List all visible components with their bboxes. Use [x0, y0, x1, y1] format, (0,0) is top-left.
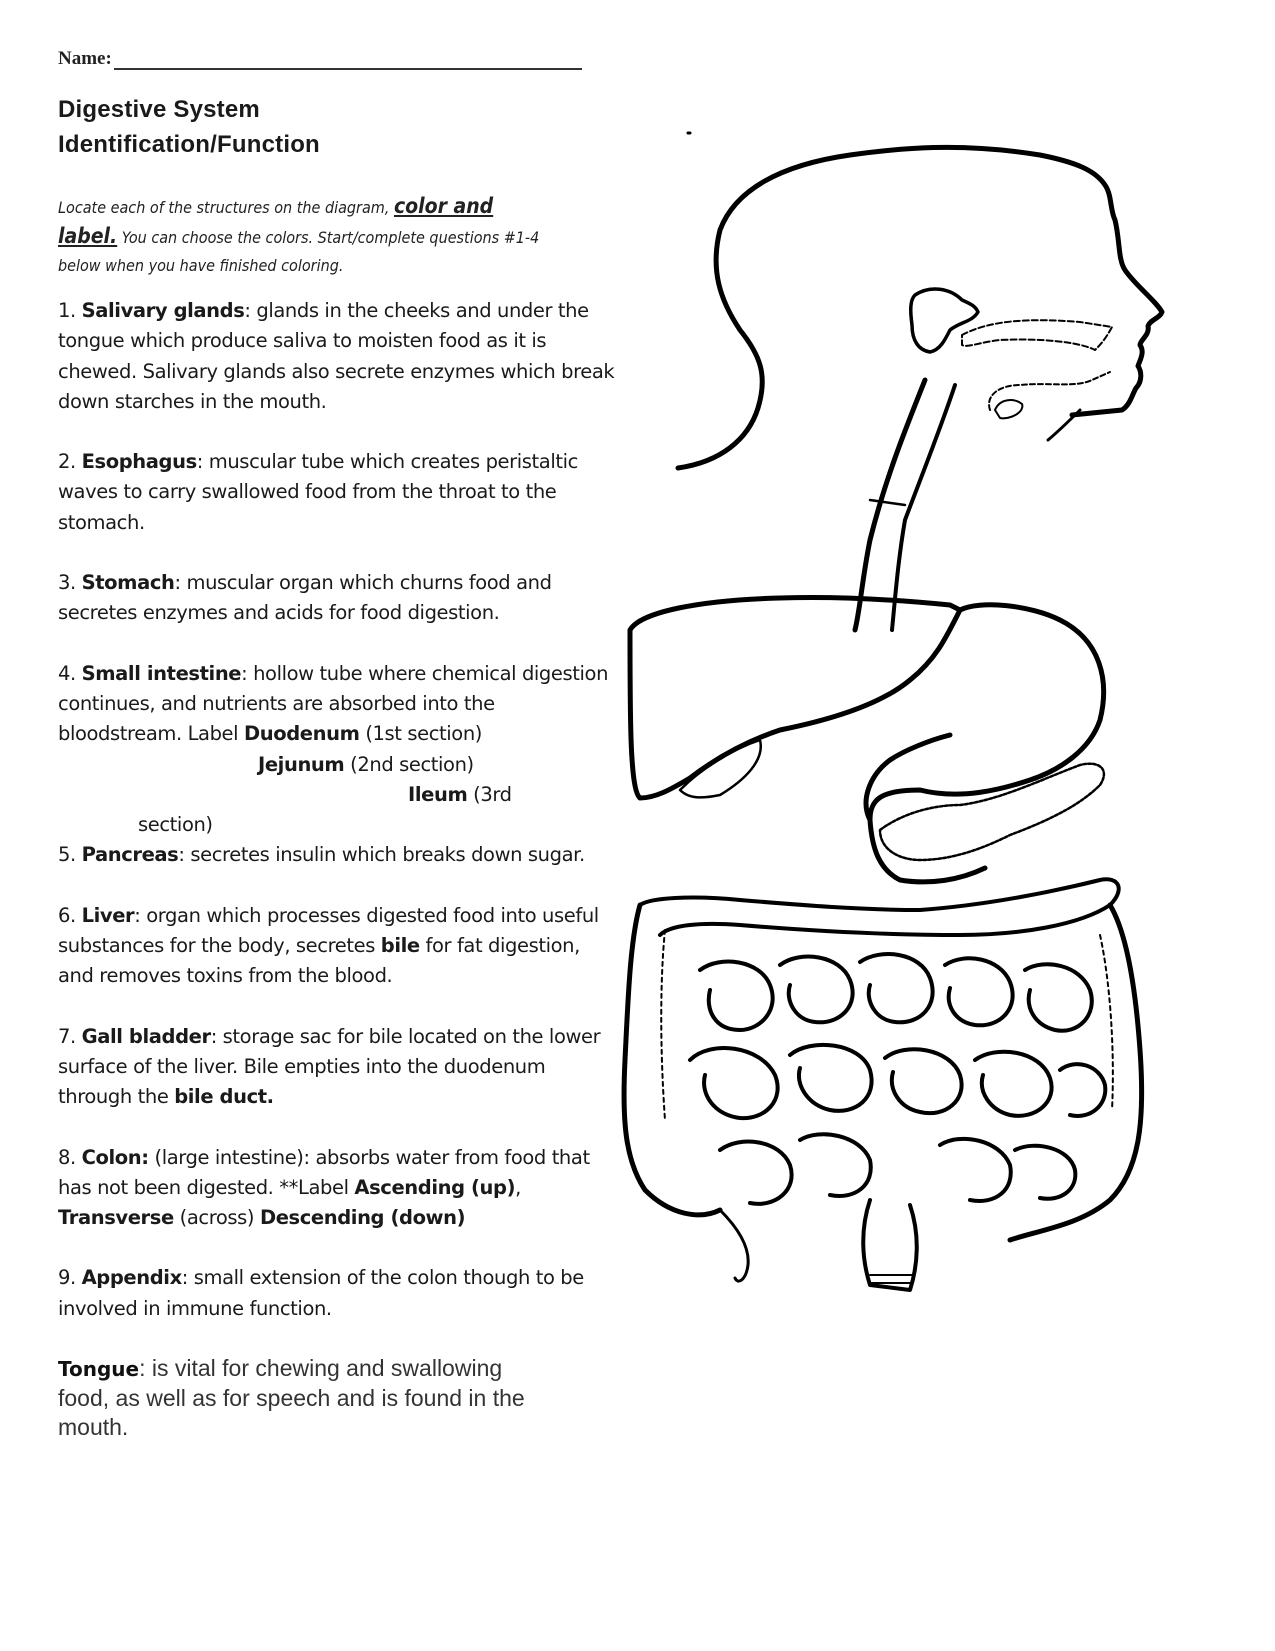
name-field[interactable] [58, 48, 582, 70]
ileum-note-2: section) [138, 813, 213, 837]
ascending-colon [624, 905, 720, 1215]
esophagus-band [870, 500, 905, 505]
instructions-text-2: You can choose the colors. Start/complete questions #1-4 below when you have finished coloring. [58, 228, 540, 275]
instructions-emphasis-1: color and [393, 194, 494, 218]
name-label: Name: [58, 48, 112, 69]
instructions-emphasis-2: label. [58, 224, 118, 248]
item-number: 9. [58, 1266, 82, 1290]
item-tongue [58, 1354, 548, 1442]
item-description: : muscular organ which churns food and secretes enzymes and acids for food digestion. [58, 571, 552, 625]
item-number: 2. [58, 450, 82, 474]
term-jejunum: Jejunum [258, 752, 345, 776]
item-number: 5. [58, 843, 82, 867]
liver [630, 597, 960, 798]
item-term: Colon: [81, 1145, 149, 1169]
item-description: (large intestine): absorbs water from food that has not been digested. **Label [58, 1145, 590, 1199]
descending-colon [1010, 905, 1142, 1240]
item-small-intestine [58, 659, 618, 841]
item-esophagus [58, 447, 618, 538]
stomach [866, 605, 1104, 882]
item-term: Esophagus [81, 450, 197, 474]
tongue-shape [989, 372, 1110, 410]
sublingual-gland [995, 400, 1022, 418]
separator: , [515, 1175, 521, 1199]
item-term: Small intestine [81, 661, 242, 685]
item-term: Appendix [81, 1266, 182, 1290]
term-transverse: Transverse [58, 1206, 174, 1230]
item-term: Tongue [58, 1357, 140, 1382]
term-bile: bile [380, 934, 420, 958]
item-number: 4. [58, 661, 82, 685]
duodenum-note: (1st section) [359, 722, 482, 746]
item-number: 6. [58, 903, 82, 927]
item-description: : is vital for chewing and swallowing food, as well as for speech and is found in the mouth. [58, 1355, 525, 1441]
transverse-colon [640, 879, 1119, 935]
item-description: : secretes insulin which breaks down sugar. [178, 843, 585, 867]
item-description: : glands in the cheeks and under the tongue which produce saliva to moisten food as it is chewed. Salivary glands also secrete enzymes which break down starches in the mouth. [58, 299, 615, 413]
pancreas [880, 764, 1104, 860]
ileum-note: (3rd [467, 782, 512, 806]
instructions [58, 192, 558, 280]
ascending-colon-inner [661, 930, 665, 1120]
across-note: (across) [173, 1206, 260, 1230]
term-ileum: Ileum [408, 782, 468, 806]
item-liver [58, 901, 618, 992]
item-gall-bladder [58, 1022, 618, 1113]
item-number: 1. [58, 299, 82, 322]
title-line-1: Digestive System [58, 96, 260, 123]
esophagus-right [892, 385, 955, 630]
item-description: : hollow tube where chemical digestion continues, and nutrients are absorbed into the bloodstream. Label [58, 661, 609, 746]
anus-rings [870, 1275, 912, 1283]
item-description: : organ which processes digested food into useful substances for the body, secretes [58, 903, 599, 958]
item-number: 3. [58, 571, 82, 595]
item-term: Stomach [81, 571, 175, 595]
term-duodenum: Duodenum [243, 722, 360, 746]
jejunum-note: (2nd section) [344, 752, 474, 776]
lower-jaw-line [1048, 410, 1080, 440]
title-line-2: Identification/Function [58, 131, 320, 158]
salivary-gland [911, 289, 978, 352]
item-appendix [58, 1263, 618, 1324]
gall-bladder [680, 740, 761, 797]
item-pancreas [58, 840, 618, 870]
item-salivary-glands [58, 296, 618, 417]
page-title [58, 92, 320, 162]
palate [962, 320, 1112, 350]
ileum-line [58, 780, 618, 810]
esophagus-left [855, 380, 925, 630]
instructions-text-1: Locate each of the structures on the diagram, [58, 198, 394, 217]
appendix [720, 1210, 748, 1281]
structure-list [58, 296, 618, 1472]
digestive-system-diagram [600, 110, 1220, 1310]
small-intestine [690, 954, 1105, 1204]
item-description: : storage sac for bile located on the lower surface of the liver. Bile empties into the duodenum through the [58, 1024, 601, 1109]
item-term: Liver [81, 903, 135, 927]
item-term: Gall bladder [81, 1024, 211, 1048]
term-ascending: Ascending (up) [354, 1175, 516, 1199]
item-description: : muscular tube which creates peristaltic waves to carry swallowed food from the throat to the stomach. [58, 450, 578, 534]
item-term: Salivary glands [81, 299, 245, 322]
item-number: 8. [58, 1145, 82, 1169]
head-outline [678, 147, 1162, 468]
term-descending: Descending (down) [259, 1206, 466, 1230]
item-description-2: for fat digestion, and removes toxins from the blood. [58, 934, 580, 988]
rectum [863, 1200, 917, 1290]
item-colon [58, 1143, 618, 1234]
item-stomach [58, 568, 618, 629]
item-description: : small extension of the colon though to be involved in immune function. [58, 1266, 584, 1320]
item-number: 7. [58, 1024, 82, 1048]
term-bile-duct: bile duct. [174, 1085, 274, 1109]
item-term: Pancreas [81, 843, 179, 867]
name-blank-line[interactable] [114, 48, 582, 70]
